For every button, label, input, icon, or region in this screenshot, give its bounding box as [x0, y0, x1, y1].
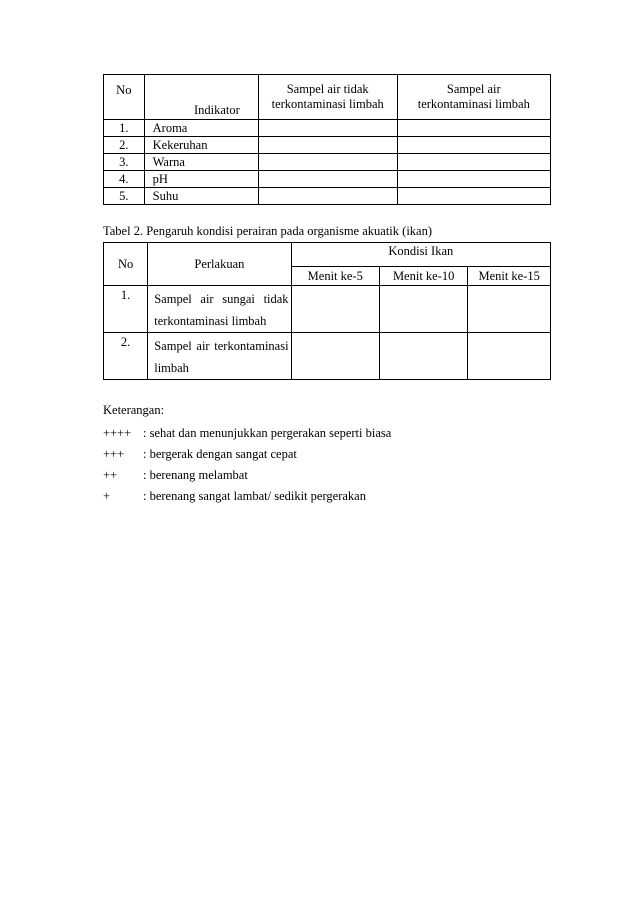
- legend-symbol: +: [103, 489, 111, 503]
- row-perlakuan-line2: terkontaminasi limbah: [154, 314, 267, 328]
- row-no: 4.: [104, 171, 145, 188]
- cell-empty: [258, 171, 397, 188]
- cell-empty: [379, 286, 467, 333]
- row-indikator: Warna: [144, 154, 258, 171]
- legend-symbol: ++: [103, 468, 118, 482]
- cell-empty: [379, 333, 467, 380]
- legend-description: : sehat dan menunjukkan pergerakan seperti biasa: [143, 426, 392, 440]
- header-menit-10: Menit ke-10: [379, 267, 467, 286]
- row-perlakuan-line1: Sampel air sungai tidak: [154, 292, 289, 306]
- header-no: No: [104, 75, 145, 120]
- header-indikator: Indikator: [144, 75, 258, 120]
- cell-empty: [397, 188, 550, 205]
- cell-empty: [258, 137, 397, 154]
- header-kondisi-ikan: Kondisi Ikan: [291, 243, 550, 267]
- cell-empty: [258, 188, 397, 205]
- row-perlakuan: [148, 333, 291, 380]
- cell-empty: [468, 333, 551, 380]
- table-header-row: [104, 243, 551, 267]
- legend-list: [103, 425, 391, 509]
- row-perlakuan-line1: Sampel air terkontaminasi: [154, 339, 289, 353]
- table-row: [104, 154, 551, 171]
- legend-item: [103, 467, 391, 488]
- row-perlakuan-line2: limbah: [154, 361, 189, 375]
- table-row: [104, 137, 551, 154]
- header-sample-uncontaminated-line2: terkontaminasi limbah: [271, 97, 384, 111]
- legend-symbol: ++++: [103, 426, 132, 440]
- indicator-table: [103, 74, 551, 205]
- table-row: [104, 188, 551, 205]
- cell-empty: [397, 171, 550, 188]
- table-header-row: [104, 75, 551, 120]
- table2-caption: Tabel 2. Pengaruh kondisi perairan pada organisme akuatik (ikan): [103, 224, 432, 238]
- legend-item: [103, 425, 391, 446]
- cell-empty: [468, 286, 551, 333]
- header-menit-15: Menit ke-15: [468, 267, 551, 286]
- cell-empty: [397, 154, 550, 171]
- row-indikator: Suhu: [144, 188, 258, 205]
- header-perlakuan: Perlakuan: [148, 243, 291, 286]
- row-no: 3.: [104, 154, 145, 171]
- table-row: [104, 286, 551, 333]
- header-menit-5: Menit ke-5: [291, 267, 379, 286]
- row-indikator: Kekeruhan: [144, 137, 258, 154]
- row-no: 5.: [104, 188, 145, 205]
- row-no: 2.: [104, 333, 148, 380]
- row-indikator: pH: [144, 171, 258, 188]
- fish-condition-table: [103, 242, 551, 380]
- cell-empty: [258, 154, 397, 171]
- legend-symbol: +++: [103, 447, 125, 461]
- legend-item: [103, 488, 391, 509]
- legend-description: : bergerak dengan sangat cepat: [143, 447, 297, 461]
- cell-empty: [397, 120, 550, 137]
- row-no: 1.: [104, 286, 148, 333]
- row-no: 1.: [104, 120, 145, 137]
- cell-empty: [397, 137, 550, 154]
- header-sample-uncontaminated: [258, 75, 397, 120]
- legend-item: [103, 446, 391, 467]
- header-sample-contaminated-line2: terkontaminasi limbah: [417, 97, 530, 111]
- header-no: No: [104, 243, 148, 286]
- row-perlakuan: [148, 286, 291, 333]
- table-row: [104, 171, 551, 188]
- cell-empty: [291, 286, 379, 333]
- legend-description: : berenang melambat: [143, 468, 248, 482]
- header-sample-contaminated: [397, 75, 550, 120]
- row-indikator: Aroma: [144, 120, 258, 137]
- header-sample-uncontaminated-line1: Sampel air tidak: [286, 82, 369, 96]
- legend-title: Keterangan:: [103, 403, 165, 417]
- table-row: [104, 120, 551, 137]
- table-row: [104, 333, 551, 380]
- legend-description: : berenang sangat lambat/ sedikit pergerakan: [143, 489, 366, 503]
- row-no: 2.: [104, 137, 145, 154]
- cell-empty: [291, 333, 379, 380]
- header-sample-contaminated-line1: Sampel air: [446, 82, 501, 96]
- cell-empty: [258, 120, 397, 137]
